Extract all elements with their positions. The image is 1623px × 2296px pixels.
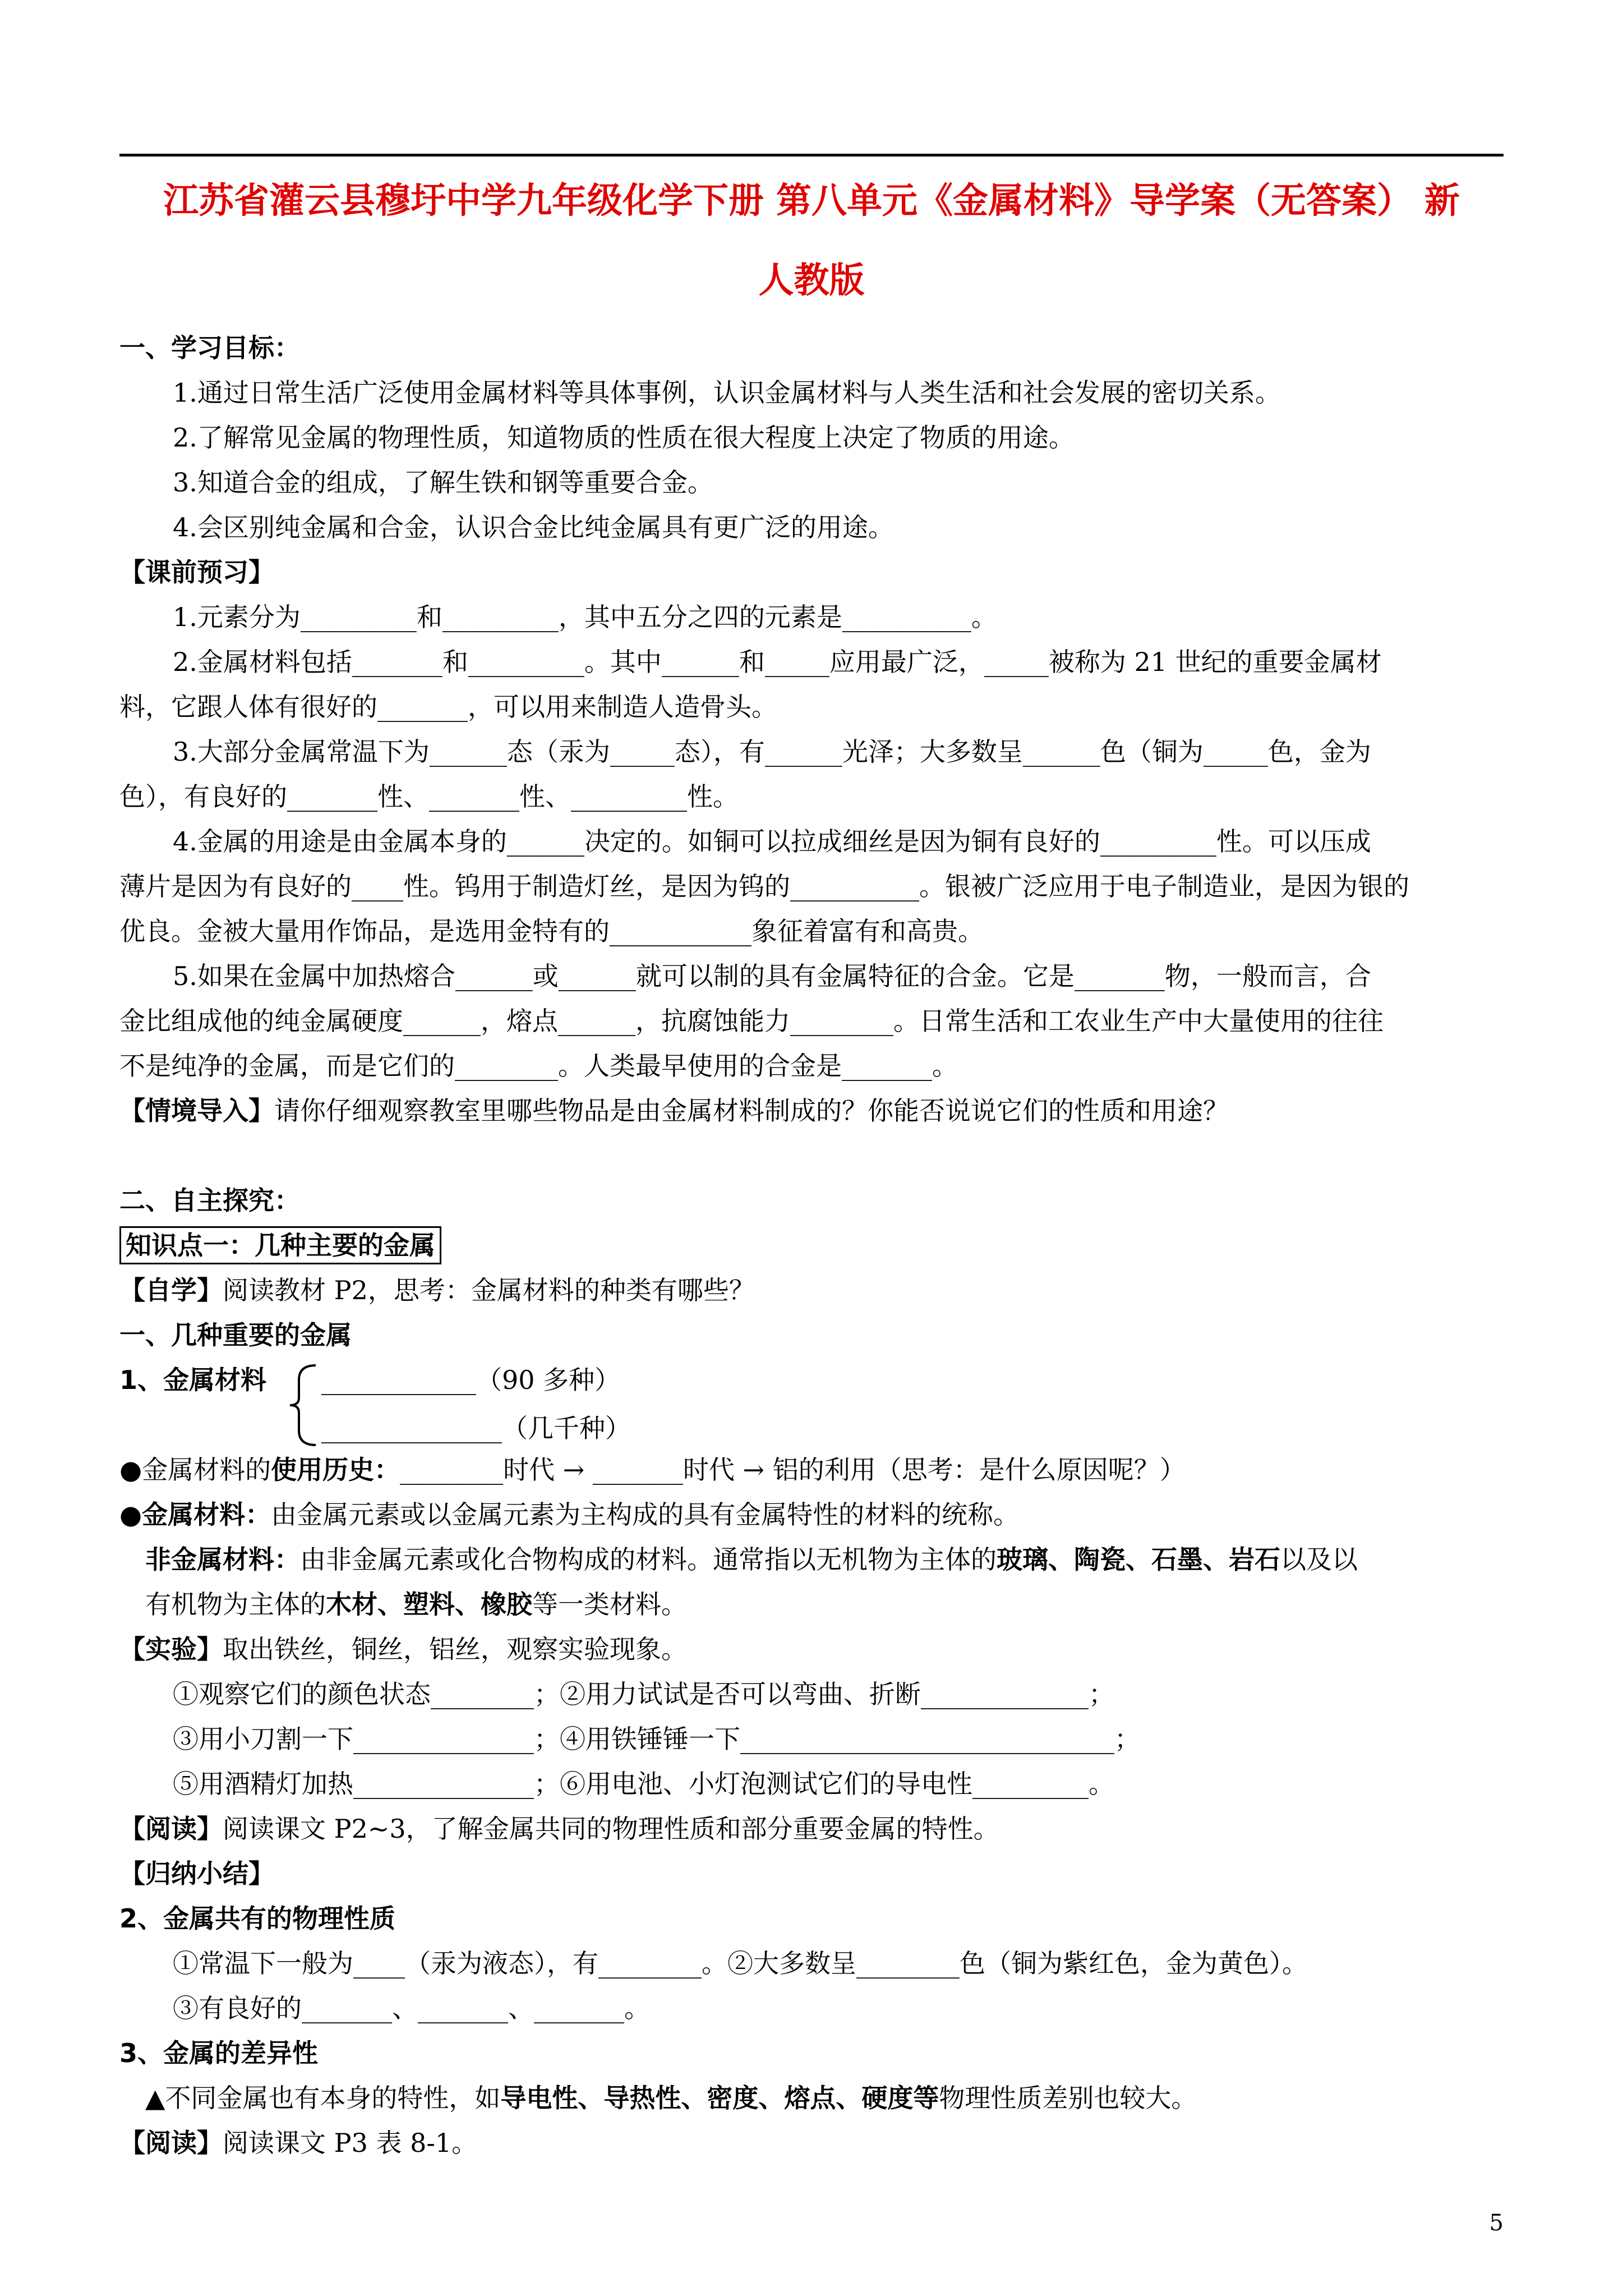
document-body — [119, 325, 1505, 2165]
curly-brace-icon — [288, 1363, 321, 1447]
reading2-label: 【阅读】 — [119, 2128, 223, 2158]
nonmetal-text2: 以及以 — [1280, 1544, 1358, 1575]
knowledge-point-row — [119, 1223, 1505, 1268]
difference-properties: 导电性、导热性、密度、熔点、硬度等 — [500, 2083, 939, 2113]
brace-item-alloys: ______________（几千种） — [321, 1413, 631, 1443]
metal-materials-brace-group — [119, 1358, 1505, 1447]
reading2-text: 阅读课文 P3 表 8-1。 — [223, 2128, 478, 2158]
nonmetal-def-line1 — [119, 1537, 1505, 1582]
section-heading-explore: 二、自主探究： — [119, 1185, 300, 1216]
top-rule — [119, 154, 1504, 157]
property-line-2: ③有良好的_______、_______、_______。 — [173, 1993, 650, 2023]
reading-label: 【阅读】 — [119, 1814, 223, 1844]
metal-material-label: ●金属材料： — [119, 1499, 271, 1530]
page-number: 5 — [1489, 2210, 1504, 2236]
nonmetal-line2-post: 等一类材料。 — [532, 1589, 687, 1619]
document-title-line2: 人教版 — [758, 260, 865, 301]
self-study-line — [119, 1268, 1505, 1313]
preview-q3-line2: 色），有良好的_______性、_______性、_________性。 — [119, 781, 739, 812]
nonmetal-examples-organic: 木材、塑料、橡胶 — [326, 1589, 532, 1619]
preview-q4-line3: 优良。金被大量用作饰品，是选用金特有的___________象征着富有和高贵。 — [119, 916, 984, 946]
nonmetal-label: 非金属材料： — [145, 1544, 300, 1575]
scenario-text: 请你仔细观察教室里哪些物品是由金属材料制成的？你能否说说它们的性质和用途？ — [274, 1096, 1229, 1126]
reading-text: 阅读课文 P2~3，了解金属共同的物理性质和部分重要金属的特性。 — [223, 1814, 999, 1844]
summary-label: 【归纳小结】 — [119, 1858, 274, 1889]
difference-line — [119, 2076, 1505, 2120]
nonmetal-line2-pre: 有机物为主体的 — [145, 1589, 326, 1619]
goal-item-1: 1.通过日常生活广泛使用金属材料等具体事例，认识金属材料与人类生活和社会发展的密切关系。 — [173, 378, 1281, 408]
section-heading-preview: 【课前预习】 — [119, 557, 274, 587]
preview-q2-line1: 2.金属材料包括_______和_________。其中______和_____应用最广泛，_____被称为 21 世纪的重要金属材 — [173, 647, 1382, 677]
preview-q5-line3: 不是纯净的金属，而是它们的________。人类最早使用的合金是_______。 — [119, 1051, 958, 1081]
goal-item-3: 3.知道合金的组成，了解生铁和钢等重要合金。 — [173, 467, 713, 498]
property-line-1: ①常温下一般为____（汞为液态），有________。②大多数呈________色（铜为紫红色，金为黄色）。 — [173, 1948, 1308, 1978]
nonmetal-examples-inorganic: 玻璃、陶瓷、石墨、岩石 — [997, 1544, 1280, 1575]
preview-q3-line1: 3.大部分金属常温下为______态（汞为_____态），有______光泽；大多数呈______色（铜为_____色，金为 — [173, 737, 1371, 767]
experiment-text: 取出铁丝，铜丝，铝丝，观察实验现象。 — [223, 1634, 687, 1664]
metal-materials-label: 1、金属材料 — [119, 1365, 267, 1395]
brace-item-pure-metals: ____________（90 多种） — [321, 1365, 621, 1395]
difference-prefix: ▲不同金属也有本身的特性，如 — [145, 2083, 501, 2113]
experiment-step-1-2: ①观察它们的颜色状态________；②用力试试是否可以弯曲、折断_____________； — [173, 1679, 1114, 1709]
preview-q5-line1: 5.如果在金属中加热熔合______或______就可以制的具有金属特征的合金。它是_______物，一般而言，合 — [173, 961, 1371, 991]
document-title-line1: 江苏省灌云县穆圩中学九年级化学下册 第八单元《金属材料》导学案（无答案） 新 — [163, 180, 1460, 221]
preview-q5-line2: 金比组成他的纯金属硬度______，熔点______，抗腐蚀能力________。日常生活和工农业生产中大量使用的往往 — [119, 1006, 1384, 1036]
experiment-step-5-6: ⑤用酒精灯加热______________；⑥用电池、小灯泡测试它们的导电性_________。 — [173, 1769, 1114, 1799]
self-study-label: 【自学】 — [119, 1275, 223, 1305]
usage-history-line — [119, 1447, 1505, 1492]
goal-item-2: 2.了解常见金属的物理性质，知道物质的性质在很大程度上决定了物质的用途。 — [173, 422, 1075, 453]
goal-item-4: 4.会区别纯金属和合金，认识合金比纯金属具有更广泛的用途。 — [173, 512, 894, 542]
preview-q4-line2: 薄片是因为有良好的____性。钨用于制造灯丝，是因为钨的__________。银被广泛应用于电子制造业，是因为银的 — [119, 871, 1409, 901]
experiment-label: 【实验】 — [119, 1634, 223, 1664]
subheading-differences: 3、金属的差异性 — [119, 2038, 319, 2068]
spacer — [119, 1133, 1505, 1178]
usage-history-label: 使用历史： — [271, 1455, 400, 1485]
preview-q4-line1: 4.金属的用途是由金属本身的______决定的。如铜可以拉成细丝是因为铜有良好的_________性。可以压成 — [173, 826, 1371, 857]
difference-suffix: 物理性质差别也较大。 — [939, 2083, 1197, 2113]
scenario-line — [119, 1088, 1505, 1133]
scenario-label: 【情境导入】 — [119, 1096, 274, 1126]
nonmetal-text1: 由非金属元素或化合物构成的材料。通常指以无机物为主体的 — [300, 1544, 997, 1575]
usage-history-text: ________时代 → _______时代 → 铝的利用（思考：是什么原因呢？） — [400, 1455, 1186, 1485]
usage-history-prefix: ●金属材料的 — [119, 1455, 271, 1485]
self-study-text: 阅读教材 P2，思考：金属材料的种类有哪些？ — [223, 1275, 755, 1305]
subheading-common-properties: 2、金属共有的物理性质 — [119, 1903, 396, 1934]
section-heading-goals: 一、学习目标： — [119, 333, 300, 363]
preview-q2-line2: 料，它跟人体有很好的_______，可以用来制造人造骨头。 — [119, 692, 777, 722]
reading-line — [119, 1806, 1505, 1851]
knowledge-point-box: 知识点一：几种主要的金属 — [119, 1226, 441, 1264]
metal-material-def: 由金属元素或以金属元素为主构成的具有金属特性的材料的统称。 — [271, 1499, 1020, 1530]
subheading-important-metals: 一、几种重要的金属 — [119, 1320, 352, 1350]
experiment-step-3-4: ③用小刀割一下______________；④用铁锤锤一下_____________________________； — [173, 1724, 1140, 1754]
reading2-line — [119, 2120, 1505, 2165]
metal-material-def-line — [119, 1492, 1505, 1537]
experiment-line — [119, 1627, 1505, 1672]
preview-q1: 1.元素分为_________和_________，其中五分之四的元素是__________。 — [173, 602, 997, 632]
nonmetal-def-line2 — [119, 1582, 1505, 1627]
